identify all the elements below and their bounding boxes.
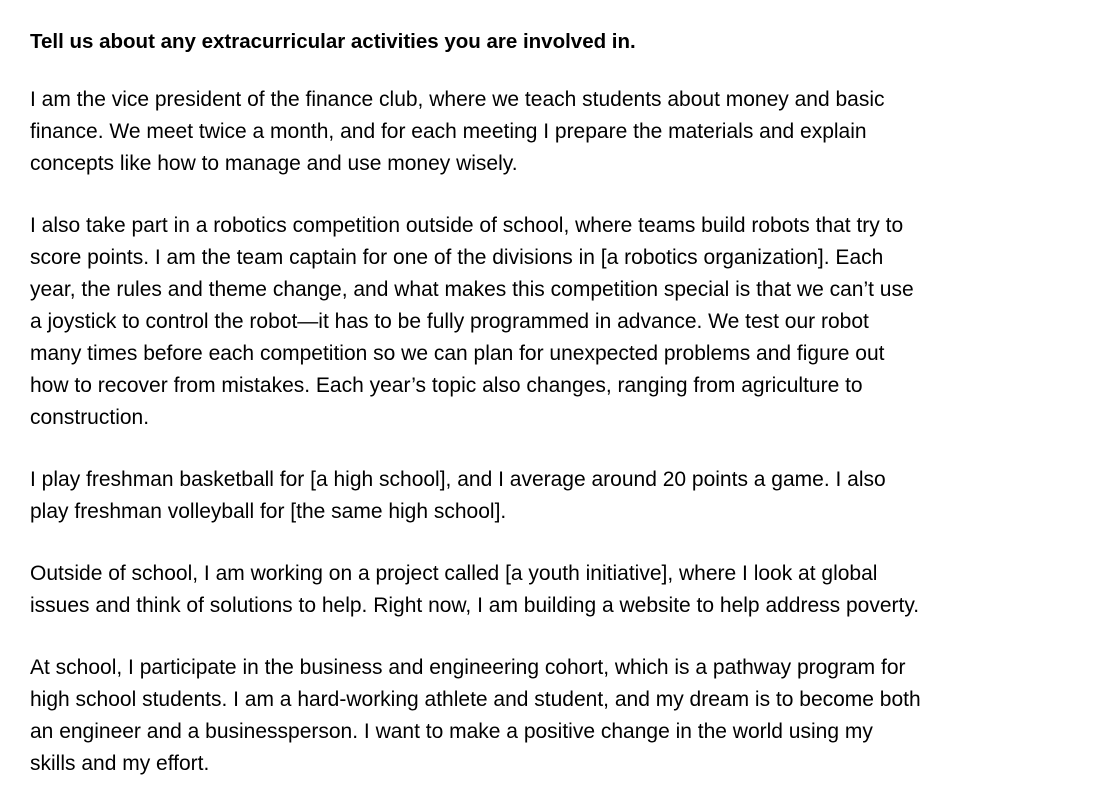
- text-line: concepts like how to manage and use money wisely.: [30, 152, 518, 175]
- text-line: I also take part in a robotics competition outside of school, where teams build robots that try to: [30, 214, 904, 237]
- paragraph-sports: [30, 464, 1110, 528]
- paragraph-finance-club: [30, 84, 1110, 180]
- text-line: a joystick to control the robot—it has to be fully programmed in advance. We test our robot: [30, 310, 869, 333]
- text-line: Outside of school, I am working on a project called [a youth initiative], where I look at global: [30, 562, 878, 585]
- text-line: issues and think of solutions to help. Right now, I am building a website to help address poverty.: [30, 594, 920, 617]
- text-line: I play freshman basketball for [a high school], and I average around 20 points a game. I also: [30, 468, 886, 491]
- text-line: many times before each competition so we can plan for unexpected problems and figure out: [30, 342, 885, 365]
- paragraph-youth-initiative: [30, 558, 1110, 622]
- text-line: how to recover from mistakes. Each year’s topic also changes, ranging from agriculture to: [30, 374, 863, 397]
- question-heading: Tell us about any extracurricular activities you are involved in.: [30, 30, 636, 53]
- text-line: an engineer and a businessperson. I want to make a positive change in the world using my: [30, 720, 873, 743]
- text-line: I am the vice president of the finance club, where we teach students about money and basic: [30, 88, 885, 111]
- text-line: play freshman volleyball for [the same high school].: [30, 500, 507, 523]
- document: [30, 26, 1110, 810]
- text-line: construction.: [30, 406, 150, 429]
- text-line: finance. We meet twice a month, and for each meeting I prepare the materials and explain: [30, 120, 867, 143]
- text-line: year, the rules and theme change, and what makes this competition special is that we can’t use: [30, 278, 914, 301]
- paragraph-robotics: [30, 210, 1110, 434]
- text-line: skills and my effort.: [30, 752, 210, 775]
- answer-body: [30, 84, 1110, 780]
- text-line: high school students. I am a hard-working athlete and student, and my dream is to become both: [30, 688, 921, 711]
- paragraph-cohort: [30, 652, 1110, 780]
- text-line: score points. I am the team captain for one of the divisions in [a robotics organization]. Each: [30, 246, 884, 269]
- text-line: At school, I participate in the business and engineering cohort, which is a pathway program for: [30, 656, 906, 679]
